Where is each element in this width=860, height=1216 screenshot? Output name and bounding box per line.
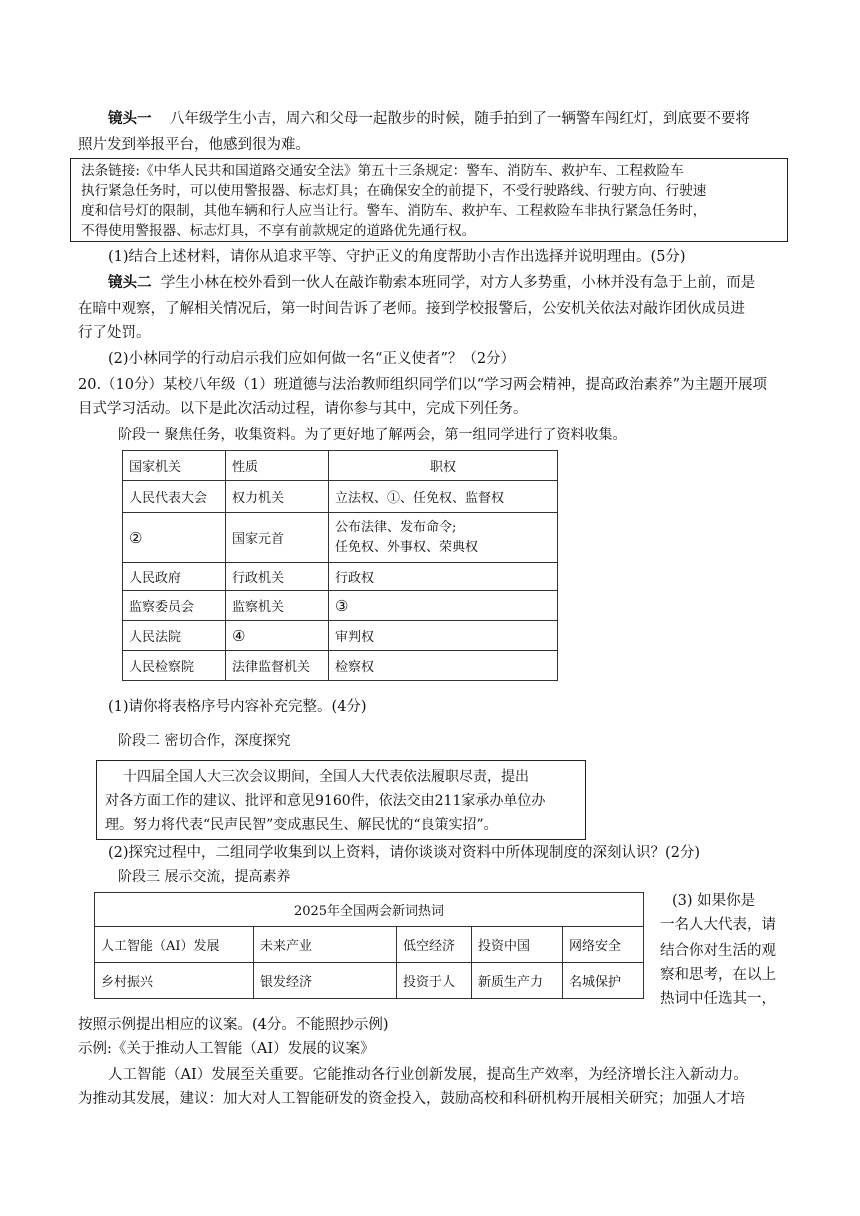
table-cell: 审判权 [329,621,558,651]
hotwords-row [95,927,644,963]
law-line3: 度和信号灯的限制，其他车辆和行人应当让行。警车、消防车、救护车、工程救险车非执行紧急任务时， [81,203,707,219]
q20-part3-side5: 热词中任选其一， [660,991,776,1007]
table-cell: 权力机关 [226,481,329,513]
lens2-line3: 行了处罚。 [78,325,151,341]
lens1-line2: 照片发到举报平台，他感到很为难。 [78,137,310,153]
npc-line3: 理。努力将代表“民声民智”变成惠民生、解民忧的“良策实招”。 [105,817,498,833]
table-cell: 人民检察院 [123,651,226,681]
table-row [123,591,558,621]
example-line1: 人工智能（AI）发展至关重要。它能推动各行业创新发展，提高生产效率，为经济增长注入新动力。 [108,1067,748,1083]
hotword-cell: 低空经济 [397,927,472,963]
table-cell [329,513,558,563]
example-title: 示例:《关于推动人工智能（AI）发展的议案》 [78,1041,375,1057]
law-line4: 不得使用警报器、标志灯具，不享有前款规定的道路优先通行权。 [81,223,476,239]
table-row [123,481,558,513]
q20-part2: (2)探究过程中，二组同学收集到以上资料，请你谈谈对资料中所体现制度的深刻认识？(2分) [108,845,701,861]
hotword-cell: 未来产业 [254,927,397,963]
organs-table [122,450,558,681]
law-line1: 法条链接:《中华人民共和国道路交通安全法》第五十三条规定：警车、消防车、救护车、工程救险车 [81,163,684,179]
table-header-cell: 性质 [226,451,329,481]
npc-line1: 十四届全国人大三次会议期间，全国人大代表依法履职尽责，提出 [123,769,529,785]
table-cell-line: 任免权、外事权、荣典权 [335,539,479,555]
hotwords-title-row [95,893,644,927]
lens2-line2: 在暗中观察，了解相关情况后，第一时间告诉了老师。接到学校报警后，公安机关依法对敲诈团伙成员进 [78,301,745,317]
table-cell: ③ [329,591,558,621]
lens1-line1 [108,106,750,132]
table-header-cell: 职权 [329,451,558,481]
q20-part3-line: 按照示例提出相应的议案。(4分。不能照抄示例) [78,1017,389,1033]
table-cell: 检察权 [329,651,558,681]
table-cell: 立法权、①、任免权、监督权 [329,481,558,513]
lens1-text: 八年级学生小吉，周六和父母一起散步的时候，随手拍到了一辆警车闯红灯，到底要不要将 [169,111,750,127]
table-header-row [123,451,558,481]
hotwords-table [94,892,644,999]
table-cell: ② [123,513,226,563]
example-line2: 为推动其发展，建议：加大对人工智能研发的资金投入，鼓励高校和科研机构开展相关研究；加强人才培 [78,1091,745,1107]
table-cell: 行政权 [329,563,558,591]
stage3-text: 阶段三 展示交流，提高素养 [118,869,291,885]
q20-part3-side1: (3) 如果你是 [672,893,756,909]
q20-part1: (1)请你将表格序号内容补充完整。(4分) [108,699,367,715]
hotword-cell: 投资中国 [472,927,563,963]
table-cell: 行政机关 [226,563,329,591]
table-cell: 人民代表大会 [123,481,226,513]
table-cell: 人民政府 [123,563,226,591]
hotword-cell: 名城保护 [563,963,644,999]
hotwords-row [95,963,644,999]
table-cell: 人民法院 [123,621,226,651]
q20-part3-side2: 一名人大代表，请 [660,917,776,933]
law-box [70,158,788,242]
hotword-cell: 网络安全 [563,927,644,963]
table-cell: 监察委员会 [123,591,226,621]
question-2: (2)小林同学的行动启示我们应如何做一名“正义使者”？（2分） [108,351,516,367]
question-1: (1)结合上述材料，请你从追求平等、守护正义的角度帮助小吉作出选择并说明理由。(5分) [108,249,686,265]
table-cell: ④ [226,621,329,651]
stage1-text: 阶段一 聚焦任务，收集资料。为了更好地了解两会，第一组同学进行了资料收集。 [118,427,627,443]
hotword-cell: 投资于人 [397,963,472,999]
law-line2: 执行紧急任务时，可以使用警报器、标志灯具；在确保安全的前提下，不受行驶路线、行驶方向、行驶速 [81,183,707,199]
table-cell: 国家元首 [226,513,329,563]
lens2-label: 镜头二 [108,274,152,291]
q20-part3-side3: 结合你对生活的观 [660,943,776,959]
hotword-cell: 新质生产力 [472,963,563,999]
table-cell: 监察机关 [226,591,329,621]
lens2-text: 学生小林在校外看到一伙人在敲诈勒索本班同学，对方人多势重，小林并没有急于上前，而是 [160,275,756,291]
npc-line2: 对各方面工作的建议、批评和意见9160件，依法交由211家承办单位办 [105,793,546,809]
table-row [123,513,558,563]
table-cell-line: 公布法律、发布命令; [335,519,457,535]
q20-line1: 20.（10分）某校八年级（1）班道德与法治教师组织同学们以“学习两会精神，提高政治素养”为主题开展项 [78,377,768,393]
table-cell: 法律监督机关 [226,651,329,681]
lens2-line1 [108,270,755,296]
table-row [123,563,558,591]
hotword-cell: 人工智能（AI）发展 [95,927,254,963]
npc-box [96,760,586,840]
q20-line2: 目式学习活动。以下是此次活动过程，请你参与其中，完成下列任务。 [78,401,528,417]
table-row [123,651,558,681]
hotword-cell: 乡村振兴 [95,963,254,999]
table-header-cell: 国家机关 [123,451,226,481]
hotwords-title: 2025年全国两会新词热词 [95,893,644,927]
q20-part3-side4: 察和思考，在以上 [660,967,776,983]
table-row [123,621,558,651]
stage2-text: 阶段二 密切合作，深度探究 [118,733,291,749]
hotword-cell: 银发经济 [254,963,397,999]
lens1-label: 镜头一 [108,110,152,127]
